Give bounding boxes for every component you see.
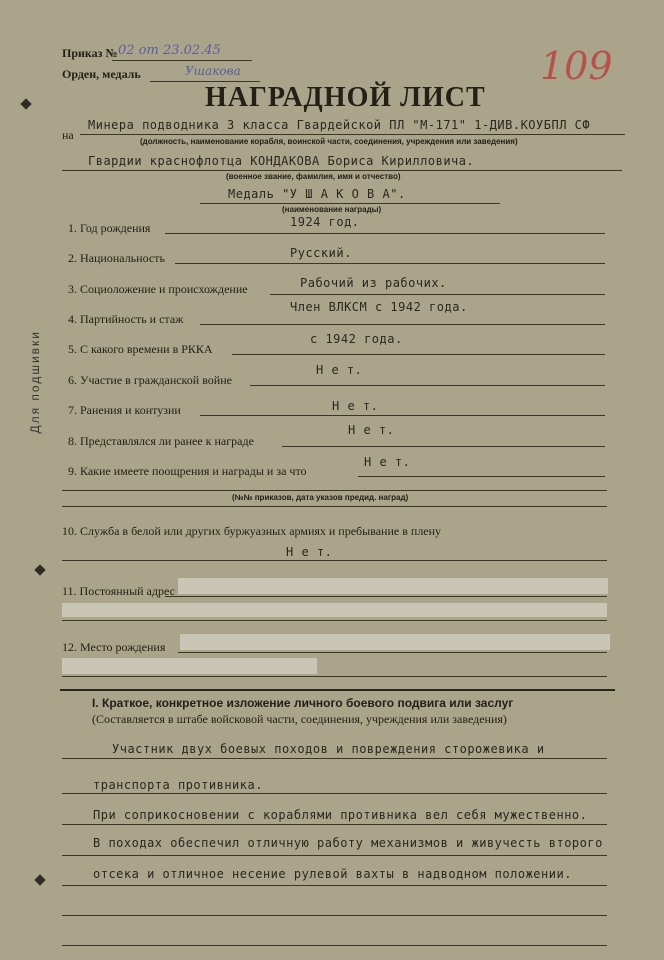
- field9-caption: (№№ приказов, дата указов предид. наград): [232, 493, 409, 502]
- field-label: 6. Участие в гражданской войне: [68, 373, 232, 387]
- award-caption: (наименование награды): [282, 205, 382, 214]
- position-caption: (должность, наименование корабля, воинской части, соединения, учреждения или заведения): [140, 137, 518, 146]
- field-value: Н е т.: [348, 423, 395, 437]
- narrative-line: Участник двух боевых походов и повреждения сторожевика и: [112, 742, 545, 756]
- field-10-value: Н е т.: [286, 545, 333, 559]
- award-value: Медаль "У Ш А К О В А".: [228, 187, 406, 201]
- name-value: Гвардии краснофлотца КОНДАКОВА Бориса Кирилловича.: [88, 154, 475, 168]
- narrative-line: При соприкосновении с кораблями противника вел себя мужественно.: [93, 808, 588, 822]
- redacted-address: [178, 578, 608, 594]
- field-value: 1924 год.: [290, 215, 360, 229]
- na-label: на: [62, 128, 74, 142]
- section-subtitle: (Составляется в штабе войсковой части, соединения, учреждения или заведения): [92, 712, 507, 726]
- field-value: Рабочий из рабочих.: [300, 276, 447, 290]
- binding-hole: [34, 874, 45, 885]
- binding-margin-text: Для подшивки: [28, 330, 42, 434]
- narrative-line: транспорта противника.: [93, 778, 263, 792]
- field-value: Н е т.: [316, 363, 363, 377]
- prikaz-label: Приказ №: [62, 46, 118, 60]
- field-label: 1. Год рождения: [68, 221, 151, 235]
- order-label: Орден, медаль: [62, 67, 141, 81]
- page-title: НАГРАДНОЙ ЛИСТ: [205, 82, 486, 113]
- field-label: 7. Ранения и контузии: [68, 403, 181, 417]
- prikaz-value: 02 от 23.02.45: [118, 43, 221, 58]
- field-value: Н е т.: [332, 399, 379, 413]
- field-label: 3. Социоложение и происхождение: [68, 282, 248, 296]
- redacted-birthplace: [62, 658, 317, 674]
- corner-number: 109: [540, 44, 613, 88]
- redacted-birthplace: [180, 634, 610, 650]
- field-label: 8. Представлялся ли ранее к награде: [68, 434, 254, 448]
- field-label: 2. Национальность: [68, 251, 165, 265]
- redacted-address: [62, 603, 607, 617]
- order-value: Ушакова: [185, 64, 241, 78]
- field-label: 5. С какого времени в РККА: [68, 342, 213, 356]
- field-12-label: 12. Место рождения: [62, 640, 166, 654]
- field-value: Русский.: [290, 246, 352, 260]
- section-title: I. Краткое, конкретное изложение личного боевого подвига или заслуг: [92, 696, 514, 710]
- narrative-line: В походах обеспечил отличную работу механизмов и живучесть второго: [93, 836, 603, 850]
- binding-hole: [20, 98, 31, 109]
- field-11-label: 11. Постоянный адрес: [62, 584, 175, 598]
- narrative-line: отсека и отличное несение рулевой вахты в надводном положении.: [93, 867, 572, 881]
- field-10-label: 10. Служба в белой или других буржуазных армиях и пребывание в плену: [62, 524, 442, 538]
- name-caption: (военное звание, фамилия, имя и отчество): [226, 172, 401, 181]
- binding-hole: [34, 564, 45, 575]
- field-value: Член ВЛКСМ с 1942 года.: [290, 300, 468, 314]
- field-label: 9. Какие имеете поощрения и награды и за что: [68, 464, 307, 478]
- field-value: Н е т.: [364, 455, 411, 469]
- field-value: с 1942 года.: [310, 332, 403, 346]
- field-label: 4. Партийность и стаж: [68, 312, 184, 326]
- position-value: Минера подводника 3 класса Гвардейской ПЛ "М-171" 1-ДИВ.КОУБПЛ СФ: [88, 118, 591, 132]
